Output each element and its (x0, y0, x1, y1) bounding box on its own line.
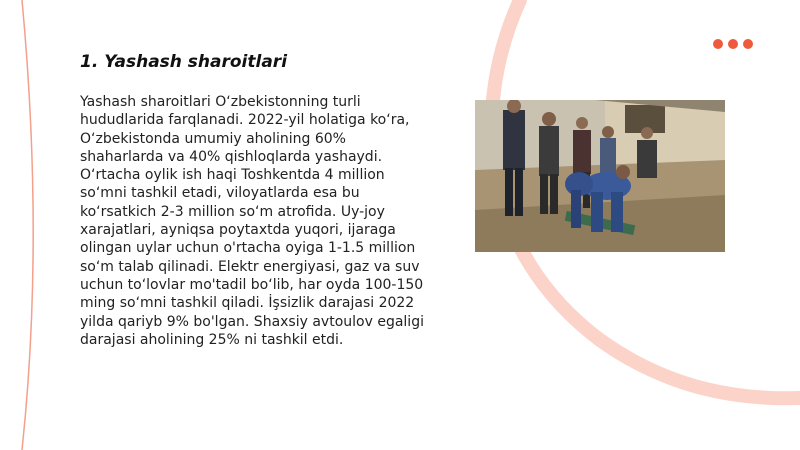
dot-icon (743, 39, 753, 49)
photo-village-people (475, 100, 725, 252)
dot-icon (713, 39, 723, 49)
menu-dots (713, 39, 753, 49)
photo-illustration (475, 100, 725, 252)
left-arc-line (22, 0, 33, 450)
slide-body-text: Yashash sharoitlari O‘zbekistonning turli hududlarida farqlanadi. 2022-yil holatiga ko‘ra, O‘zbekistonda umumiy aholining 60% shaharlarda va 40% qishloqlarda yashaydi. O‘rtacha oylik ish haqi Toshkentda 4 million so‘mni tashkil etadi, viloyatlarda esa bu ko‘rsatkich 2-3 million so‘m atrofida. Uy-joy xarajatlari, ayniqsa poytaxtda yuqori, ijaraga olingan uylar uchun o'rtacha oyiga 1-1.5 million so‘m talab qilinadi. Elektr energiyasi, gaz va suv uchun to‘lovlar mo'tadil bo‘lib, har oyda 100-150 ming so‘mni tashkil qiladi. İşsizlik darajasi 2022 yilda qariyb 9% bo'lgan. Shaxsiy avtoulov egaligi darajasi aholining 25% ni tashkil etdi. (80, 94, 424, 348)
dot-icon (728, 39, 738, 49)
slide-title: 1. Yashash sharoitlari (80, 52, 288, 72)
